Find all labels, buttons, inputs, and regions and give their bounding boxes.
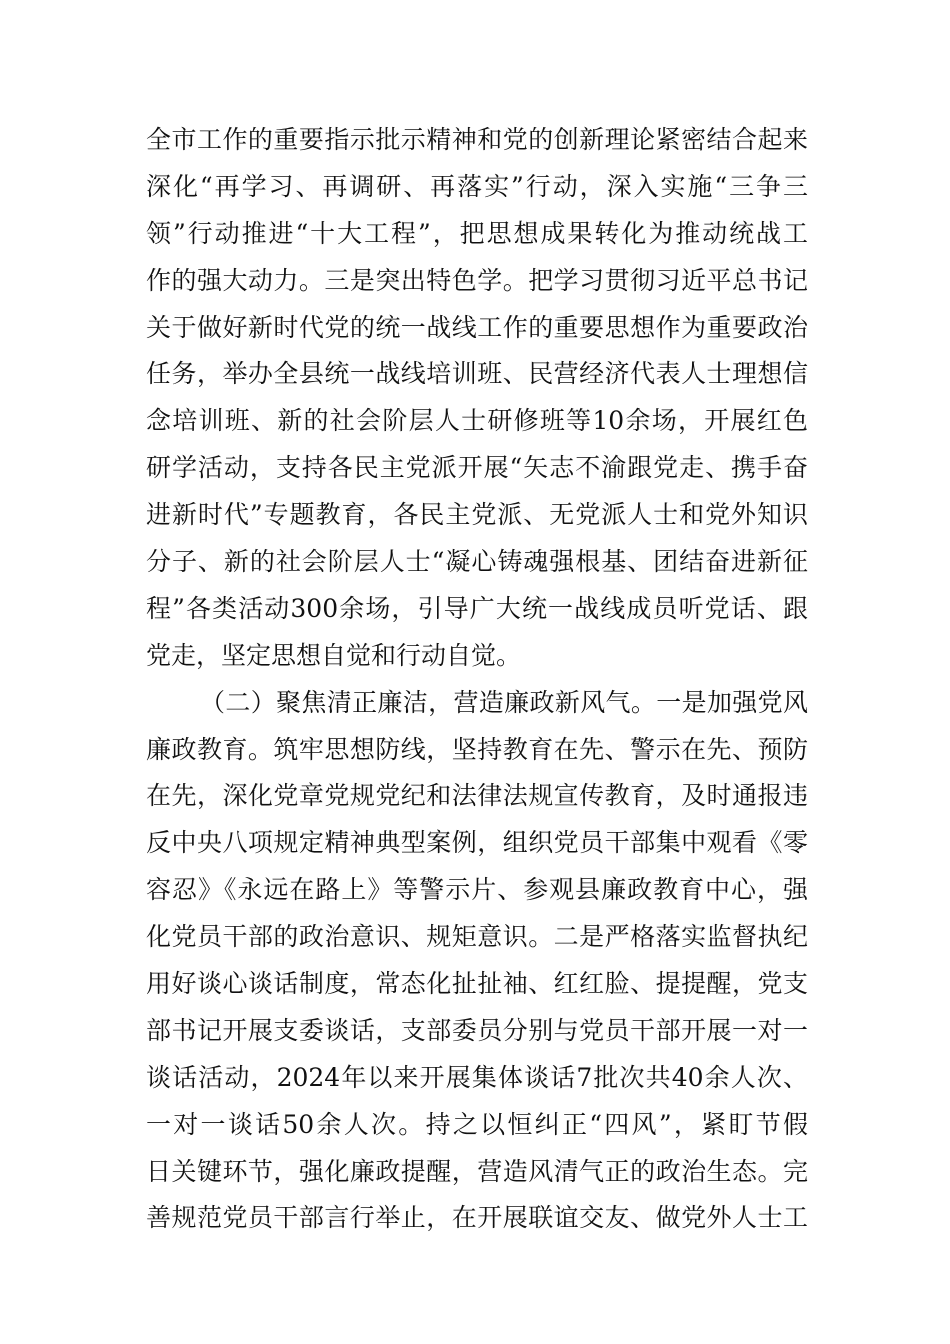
text-line: 任务，举办全县统一战线培训班、民营经济代表人士理想信 xyxy=(146,359,808,389)
text-line: 一对一谈话50余人次。持之以恒纠正“四风”，紧盯节假 xyxy=(146,1109,808,1139)
text-line: 念培训班、新的社会阶层人士研修班等10余场，开展红色 xyxy=(146,406,808,436)
text-line: 容忍》《永远在路上》等警示片、参观县廉政教育中心，强 xyxy=(146,875,808,905)
text-line: 日关键环节，强化廉政提醒，营造风清气正的政治生态。完 xyxy=(146,1156,808,1186)
text-line: 化党员干部的政治意识、规矩意识。二是严格落实监督执纪 xyxy=(146,922,808,952)
text-line: 用好谈心谈话制度，常态化扯扯袖、红红脸、提提醒，党支 xyxy=(146,969,808,999)
paragraph-2 xyxy=(146,680,808,1243)
section-first-line xyxy=(146,680,808,727)
text-line: 深化“再学习、再调研、再落实”行动，深入实施“三争三 xyxy=(146,171,808,201)
text-line: 党走，坚定思想自觉和行动自觉。 xyxy=(146,640,522,670)
text-line: 部书记开展支委谈话，支部委员分别与党员干部开展一对一 xyxy=(146,1015,808,1045)
text-line: 反中央八项规定精神典型案例，组织党员干部集中观看《零 xyxy=(146,828,808,858)
text-line: 程”各类活动300余场，引导广大统一战线成员听党话、跟 xyxy=(146,593,808,623)
text-line: 关于做好新时代党的统一战线工作的重要思想作为重要政治 xyxy=(146,312,808,342)
text-line: 进新时代”专题教育，各民主党派、无党派人士和党外知识 xyxy=(146,500,808,530)
text-line: 领”行动推进“十大工程”，把思想成果转化为推动统战工 xyxy=(146,218,808,248)
section-first-line-text: 一是加强党风 xyxy=(656,687,808,717)
paragraph-1 xyxy=(146,117,808,680)
text-line: 廉政教育。筑牢思想防线，坚持教育在先、警示在先、预防 xyxy=(146,734,808,764)
text-line: 分子、新的社会阶层人士“凝心铸魂强根基、团结奋进新征 xyxy=(146,547,808,577)
text-line: 全市工作的重要指示批示精神和党的创新理论紧密结合起来 xyxy=(146,125,808,154)
text-line: 作的强大动力。三是突出特色学。把学习贯彻习近平总书记 xyxy=(146,265,808,295)
text-line: 善规范党员干部言行举止，在开展联谊交友、做党外人士工 xyxy=(146,1203,808,1233)
text-line: 在先，深化党章党规党纪和法律法规宣传教育，及时通报违 xyxy=(146,781,808,811)
text-line: 谈话活动，2024年以来开展集体谈话7批次共40余人次、 xyxy=(146,1062,808,1092)
section-heading: （二）聚焦清正廉洁，营造廉政新风气。 xyxy=(200,687,657,717)
document-body xyxy=(146,117,808,1242)
text-line: 研学活动，支持各民主党派开展“矢志不渝跟党走、携手奋 xyxy=(146,453,808,483)
